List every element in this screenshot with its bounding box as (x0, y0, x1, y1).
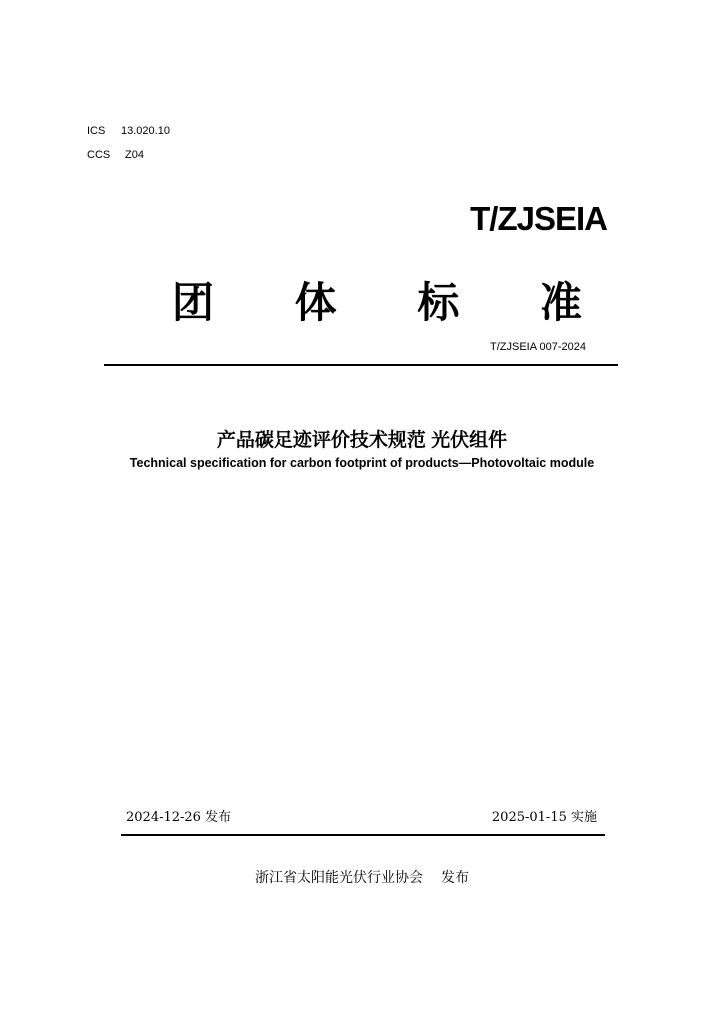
issue-date: 2024-12-26 发布 (126, 810, 232, 825)
ics-row (87, 125, 170, 137)
title-english: Technical specification for carbon footprint of products—Photovoltaic module (129, 456, 595, 470)
ccs-label: CCS (87, 149, 111, 161)
ics-label: ICS (87, 125, 106, 137)
top-divider (104, 364, 618, 366)
organization-code: T/ZJSEIA (470, 200, 607, 237)
ics-code: 13.020.10 (121, 125, 170, 137)
standard-type-char: 体 (294, 279, 337, 326)
bottom-divider (121, 834, 605, 836)
ccs-row (87, 149, 144, 161)
publisher-line (0, 867, 724, 887)
publisher-name: 浙江省太阳能光伏行业协会 (255, 869, 423, 885)
standard-type-char: 团 (172, 279, 215, 326)
implementation-date: 2025-01-15 实施 (491, 810, 597, 825)
ccs-code: Z04 (125, 149, 144, 161)
standard-number: T/ZJSEIA 007-2024 (490, 341, 586, 353)
standard-type-title (172, 270, 582, 330)
standard-type-char: 准 (539, 279, 582, 326)
publisher-action: 发布 (441, 869, 469, 885)
standard-type-char: 标 (417, 279, 460, 326)
title-chinese: 产品碳足迹评价技术规范 光伏组件 (216, 430, 508, 451)
